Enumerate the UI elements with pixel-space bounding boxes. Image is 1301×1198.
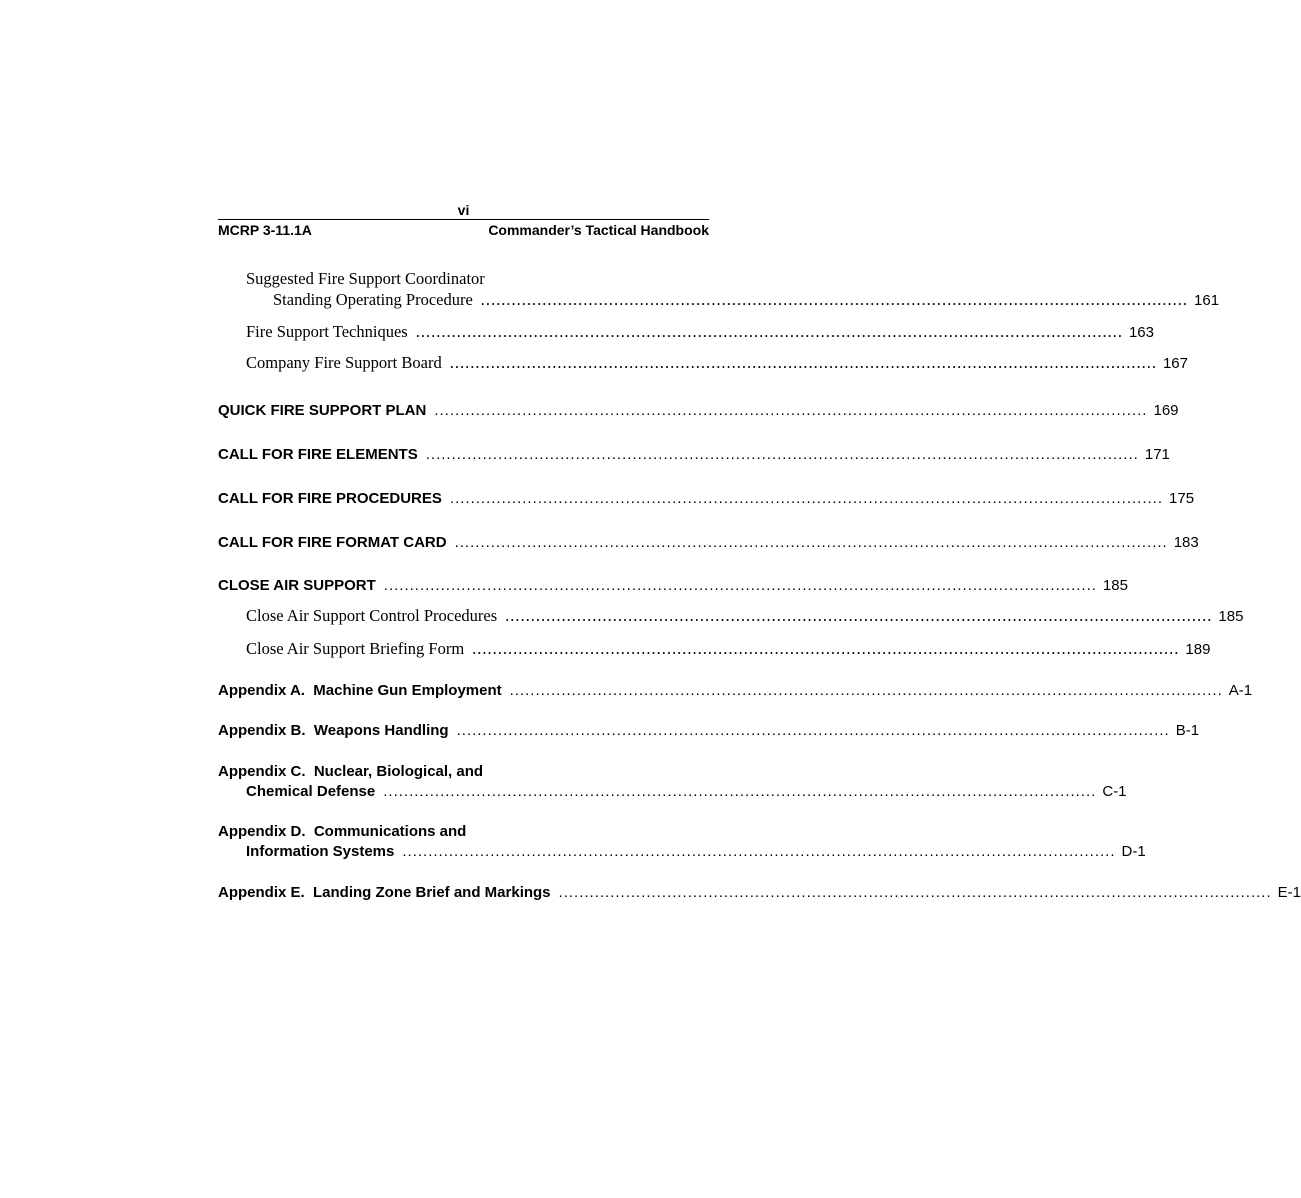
toc-page-number: 169 xyxy=(1153,402,1179,419)
toc-entry-label: Appendix B. Weapons Handling xyxy=(218,722,449,739)
toc-page-number: 185 xyxy=(1102,577,1128,594)
toc-leader: .......................................................................................................................................... xyxy=(472,639,1180,658)
toc-entry-label: Information Systems xyxy=(246,843,395,860)
toc-page-number: C-1 xyxy=(1102,783,1127,800)
toc-leader: .......................................................................................................................................... xyxy=(383,783,1097,800)
toc-leader: .......................................................................................................................................... xyxy=(415,322,1123,341)
toc-entry-label: CALL FOR FIRE FORMAT CARD xyxy=(218,534,447,551)
toc-leader: .......................................................................................................................................... xyxy=(449,353,1157,372)
toc-leader: .......................................................................................................................................... xyxy=(425,446,1139,463)
publication-id: MCRP 3-11.1A xyxy=(218,222,312,238)
toc-page-number: 185 xyxy=(1218,608,1244,625)
toc-leader: .......................................................................................................................................... xyxy=(449,490,1164,507)
toc-entry-label: CALL FOR FIRE PROCEDURES xyxy=(218,490,442,507)
toc-leader: .......................................................................................................................................... xyxy=(383,577,1097,594)
toc-leader: .......................................................................................................................................... xyxy=(480,290,1189,309)
toc-entry-fire-support-techniques[interactable] xyxy=(246,322,1154,343)
toc-entry-appendix-d-line1[interactable]: Appendix D. Communications and xyxy=(218,823,467,840)
toc-entry-label: CALL FOR FIRE ELEMENTS xyxy=(218,446,418,463)
toc-entry-appendix-b[interactable] xyxy=(218,722,1200,740)
toc-leader: .......................................................................................................................................... xyxy=(558,884,1272,901)
toc-entry-appendix-e[interactable] xyxy=(218,884,1301,902)
toc-entry-label: Appendix A. Machine Gun Employment xyxy=(218,682,502,699)
toc-entry-company-fire-support-board[interactable] xyxy=(246,353,1188,374)
toc-leader: .......................................................................................................................................... xyxy=(505,606,1213,625)
toc-entry-sfsc[interactable] xyxy=(273,290,1220,311)
toc-entry-label: QUICK FIRE SUPPORT PLAN xyxy=(218,402,427,419)
toc-entry-quick-fire-support-plan[interactable] xyxy=(218,402,1179,420)
toc-page-number: 161 xyxy=(1194,292,1220,309)
toc-entry-label: CLOSE AIR SUPPORT xyxy=(218,577,376,594)
page-number: vi xyxy=(457,202,470,218)
toc-entry-call-for-fire-procedures[interactable] xyxy=(218,490,1195,508)
toc-page-number: B-1 xyxy=(1175,722,1200,739)
toc-entry-call-for-fire-elements[interactable] xyxy=(218,446,1170,464)
toc-entry-close-air-support[interactable] xyxy=(218,577,1128,595)
toc-entry-call-for-fire-format-card[interactable] xyxy=(218,534,1199,552)
publication-title: Commander’s Tactical Handbook xyxy=(488,222,709,238)
toc-entry-appendix-d[interactable] xyxy=(246,843,1146,861)
toc-entry-cas-control-procedures[interactable] xyxy=(246,606,1244,627)
toc-page-number: D-1 xyxy=(1121,843,1146,860)
toc-entry-cas-briefing-form[interactable] xyxy=(246,639,1211,660)
toc-page-number: A-1 xyxy=(1228,682,1253,699)
toc-leader: .......................................................................................................................................... xyxy=(454,534,1168,551)
toc-page-number: E-1 xyxy=(1277,884,1301,901)
toc-entry-appendix-c[interactable] xyxy=(246,783,1127,801)
toc-leader: .......................................................................................................................................... xyxy=(456,722,1170,739)
toc-page-number: 171 xyxy=(1144,446,1170,463)
toc-entry-label: Company Fire Support Board xyxy=(246,353,442,372)
toc-entry-appendix-c-line1[interactable]: Appendix C. Nuclear, Biological, and xyxy=(218,763,484,780)
toc-entry-label: Fire Support Techniques xyxy=(246,322,408,341)
toc-entry-sfsc-line1[interactable]: Suggested Fire Support Coordinator xyxy=(246,269,485,288)
toc-page-number: 175 xyxy=(1169,490,1195,507)
toc-entry-label: Chemical Defense xyxy=(246,783,376,800)
toc-leader: .......................................................................................................................................... xyxy=(509,682,1223,699)
toc-entry-label: Close Air Support Control Procedures xyxy=(246,606,498,625)
toc-entry-label: Appendix E. Landing Zone Brief and Markings xyxy=(218,884,551,901)
toc-page-number: 163 xyxy=(1128,324,1154,341)
toc-entry-appendix-a[interactable] xyxy=(218,682,1253,700)
toc-leader: .......................................................................................................................................... xyxy=(434,402,1148,419)
toc-page-number: 183 xyxy=(1173,534,1199,551)
toc-leader: .......................................................................................................................................... xyxy=(402,843,1116,860)
toc-entry-label: Standing Operating Procedure xyxy=(273,290,473,309)
toc-page-number: 167 xyxy=(1162,355,1188,372)
toc-page-number: 189 xyxy=(1185,641,1211,658)
toc-entry-label: Close Air Support Briefing Form xyxy=(246,639,465,658)
